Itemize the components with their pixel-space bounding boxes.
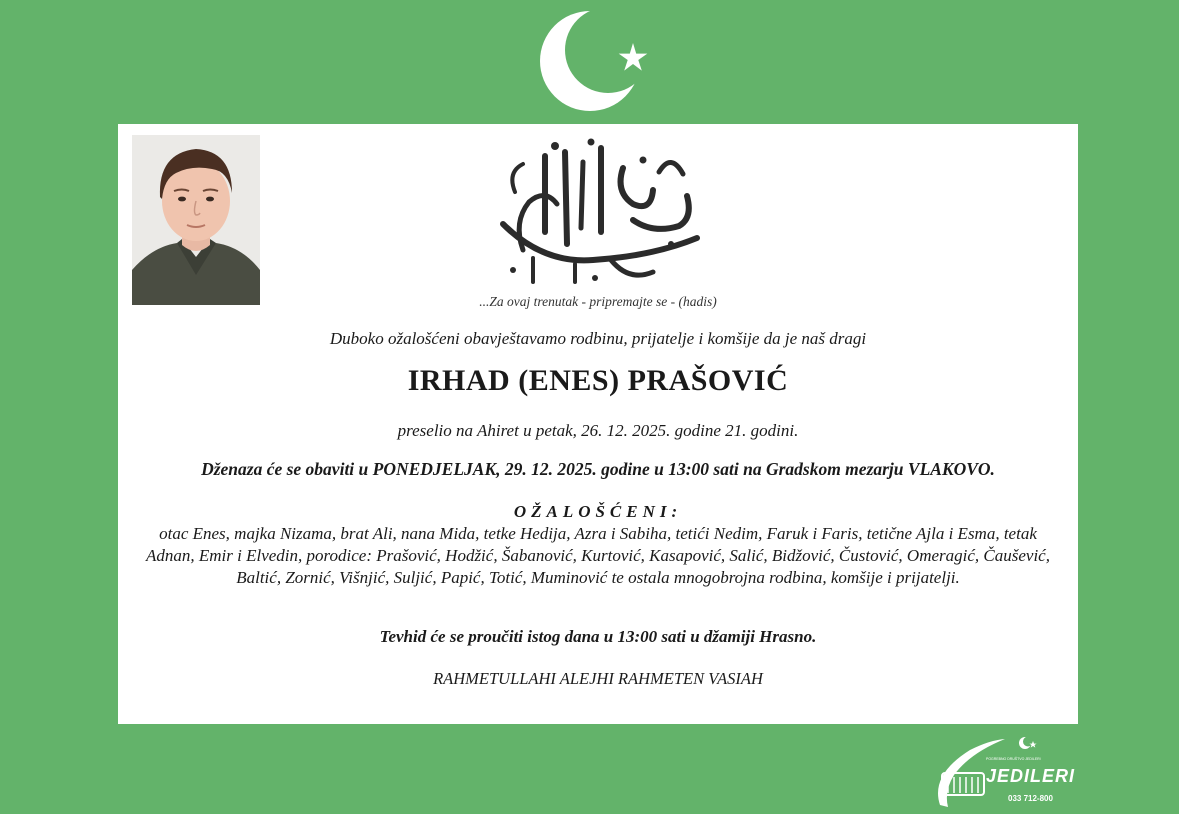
logo-org-text: POGREBNO DRUŠTVO JEDILERI (986, 757, 1041, 761)
mourners-list: otac Enes, majka Nizama, brat Ali, nana Mida, tetke Hedija, Azra i Sabiha, tetići Nedim, Faruk i Faris, tetične Ajla i Esma, tetak Adnan, Emir i Elvedin, porodice: Prašović, Hodžić, Šabanović, Kurtović, Kasapović, Salić, Bidžović, Čustović, Omeragić, Čaušević, Baltić, Zornić, Višnjić, Suljić, Papić, Totić, Muminović te ostala mnogobrojna rodbina, komšije i prijatelji. (146, 524, 1050, 587)
intro-text: Duboko ožalošćeni obavještavamo rodbinu, prijatelje i komšije da je naš dragi (329, 329, 867, 348)
jedileri-logo (930, 735, 1100, 810)
tevhid-info: Tevhid će se proučiti istog dana u 13:00 sati u džamiji Hrasno. (379, 627, 817, 646)
closing-prayer: RAHMETULLAHI ALEJHI RAHMETEN VASIAH (433, 669, 763, 688)
deceased-name: IRHAD (ENES) PRAŠOVIĆ (407, 364, 789, 397)
passing-date-text: preselio na Ahiret u petak, 26. 12. 2025. godine 21. godini. (397, 421, 799, 440)
obituary-card (118, 124, 1078, 724)
funeral-info: Dženaza će se obaviti u PONEDJELJAK, 29. 12. 2025. godine u 13:00 sati na Gradskom mezarju VLAKOVO. (201, 459, 995, 479)
crescent-and-star-icon (535, 5, 660, 117)
arabic-calligraphy-icon (483, 132, 708, 292)
logo-phone: 033 712-800 (1008, 794, 1053, 803)
logo-name: JEDILERI (986, 766, 1076, 786)
mourners-heading: OŽALOŠĆENI: (513, 502, 683, 521)
hadith-quote: ...Za ovaj trenutak - pripremajte se - (hadis) (479, 294, 717, 309)
portrait-photo (132, 135, 260, 305)
